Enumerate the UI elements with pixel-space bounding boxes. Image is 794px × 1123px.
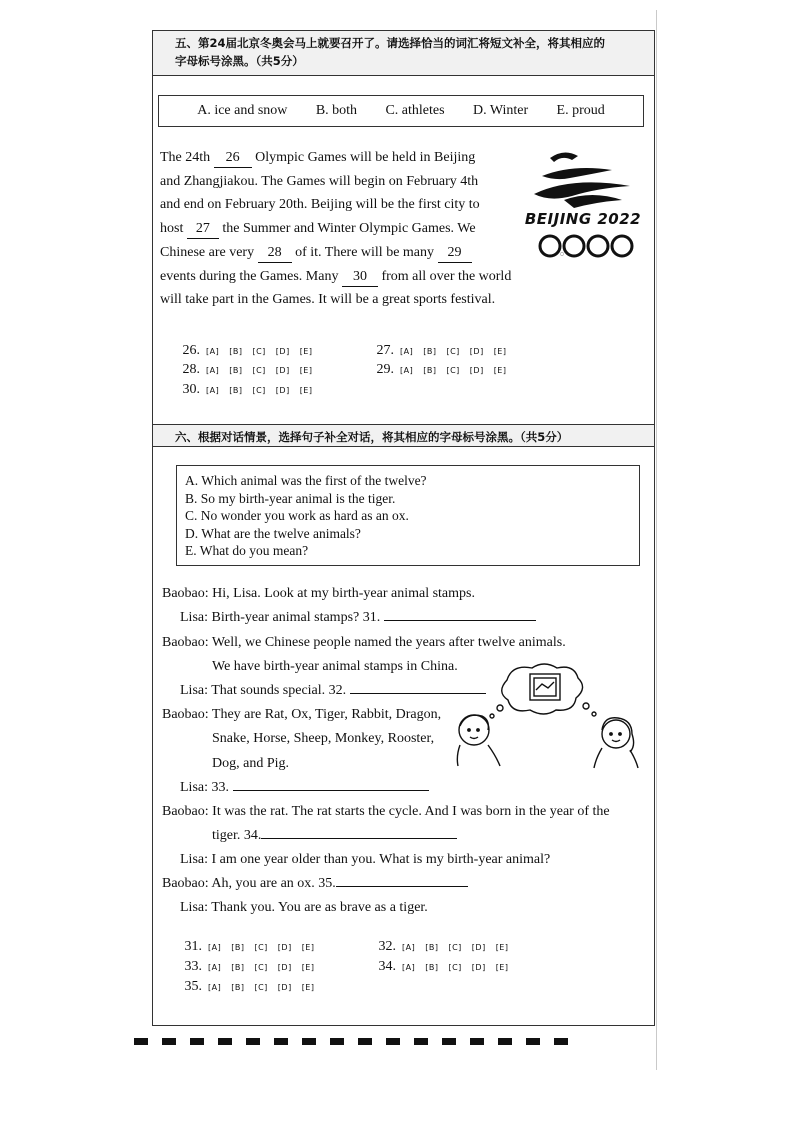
section6-header-rule-bottom <box>153 446 654 447</box>
answer-row-29 <box>370 362 516 378</box>
option-bubble[interactable]: [A] <box>400 365 414 375</box>
option-bubble[interactable]: [A] <box>206 346 220 356</box>
word-bank-option: B. both <box>315 103 358 118</box>
blank-30: 30 <box>342 268 378 287</box>
dialogue-line: Baobao: Well, we Chinese people named the years after twelve animals. <box>162 635 566 650</box>
dialogue-line <box>180 606 536 630</box>
option-bubble[interactable]: [E] <box>493 365 507 375</box>
dialogue-line: Baobao: Hi, Lisa. Look at my birth-year animal stamps. <box>162 586 475 601</box>
section5-header <box>153 31 654 75</box>
timing-mark <box>526 1038 540 1045</box>
dialogue-line <box>180 679 486 703</box>
passage-text: will take part in the Games. It will be a great sports festival. <box>160 292 496 308</box>
answer-row-27 <box>370 343 516 359</box>
passage-text: and Zhangjiakou. The Games will begin on February 4th <box>160 173 479 189</box>
option-bubble[interactable]: [B] <box>425 942 439 952</box>
option-bubble[interactable]: [A] <box>402 962 416 972</box>
dialogue-text: tiger. 34. <box>212 828 262 843</box>
dialogue-text: Baobao: Ah, you are an ox. 35. <box>162 876 336 891</box>
passage-text: Chinese are very <box>160 244 255 260</box>
option-bubble[interactable]: [E] <box>301 962 315 972</box>
word-bank-option: A. ice and snow <box>197 103 288 118</box>
answer-row-26 <box>176 343 322 359</box>
question-number: 30. <box>182 382 200 397</box>
option-bubble[interactable]: [E] <box>299 346 313 356</box>
beijing-2022-emblem <box>512 146 652 264</box>
answer-row-34 <box>372 959 518 975</box>
timing-mark <box>358 1038 372 1045</box>
question-number: 31. <box>184 939 202 954</box>
blank-26: 26 <box>214 149 252 168</box>
option-bubble[interactable]: [A] <box>208 962 222 972</box>
dialogue-line: Dog, and Pig. <box>212 756 289 771</box>
cloze-passage <box>160 146 520 312</box>
dialogue-line <box>212 824 457 848</box>
passage-text: of it. There will be many <box>295 244 435 260</box>
option-bubble[interactable]: [C] <box>448 962 462 972</box>
question-number: 33. <box>184 959 202 974</box>
sentence-option: C. No wonder you work as hard as an ox. <box>185 508 409 524</box>
option-bubble[interactable]: [D] <box>469 365 484 375</box>
blank-29: 29 <box>438 244 472 263</box>
question-number: 35. <box>184 979 202 994</box>
option-bubble[interactable]: [A] <box>206 385 220 395</box>
option-bubble[interactable]: [D] <box>277 982 292 992</box>
timing-mark <box>498 1038 512 1045</box>
option-bubble[interactable]: [A] <box>208 942 222 952</box>
option-bubble[interactable]: [C] <box>448 942 462 952</box>
question-number: 28. <box>182 362 200 377</box>
timing-mark <box>246 1038 260 1045</box>
option-bubble[interactable]: [C] <box>254 982 268 992</box>
olympic-emblem-icon <box>512 146 652 264</box>
option-bubble[interactable]: [D] <box>471 942 486 952</box>
passage-text: The 24th <box>160 150 211 165</box>
sentence-option: B. So my birth-year animal is the tiger. <box>185 490 396 506</box>
section5-header-rule <box>153 75 654 76</box>
blank-35[interactable] <box>336 872 468 887</box>
option-bubble[interactable]: [A] <box>208 982 222 992</box>
dialogue-line: Baobao: They are Rat, Ox, Tiger, Rabbit, Dragon, <box>162 707 442 722</box>
blank-27: 27 <box>187 220 219 239</box>
emblem-text: BEIJING 2022 <box>524 210 642 228</box>
option-bubble[interactable]: [D] <box>469 346 484 356</box>
option-bubble[interactable]: [C] <box>252 365 266 375</box>
answer-row-35 <box>178 979 324 995</box>
option-bubble[interactable]: [B] <box>231 982 245 992</box>
answer-row-28 <box>176 362 322 378</box>
option-bubble[interactable]: [D] <box>275 385 290 395</box>
timing-mark <box>386 1038 400 1045</box>
timing-mark <box>274 1038 288 1045</box>
dialogue-line: Snake, Horse, Sheep, Monkey, Rooster, <box>212 731 435 746</box>
option-bubble[interactable]: [C] <box>446 346 460 356</box>
passage-text: and end on February 20th. Beijing will be the first city to <box>160 197 480 213</box>
option-bubble[interactable]: [D] <box>275 346 290 356</box>
timing-mark <box>162 1038 176 1045</box>
option-bubble[interactable]: [D] <box>277 942 292 952</box>
option-bubble[interactable]: [C] <box>254 942 268 952</box>
dialogue-text: Lisa: 33. <box>180 780 229 795</box>
kids-illustration <box>452 660 642 770</box>
option-bubble[interactable]: [D] <box>275 365 290 375</box>
timing-mark <box>134 1038 148 1045</box>
question-number: 32. <box>378 939 396 954</box>
option-bubble[interactable]: [D] <box>471 962 486 972</box>
option-bubble[interactable]: [E] <box>495 962 509 972</box>
option-bubble[interactable]: [E] <box>495 942 509 952</box>
dialogue-line: We have birth-year animal stamps in China. <box>212 659 458 674</box>
dialogue-line: Baobao: It was the rat. The rat starts the cycle. And I was born in the year of the <box>162 804 610 819</box>
timing-mark <box>554 1038 568 1045</box>
option-bubble[interactable]: [D] <box>277 962 292 972</box>
sentence-options-box <box>176 465 640 566</box>
section5-header-line1: 五、第24届北京冬奥会马上就要召开了。请选择恰当的词汇将短文补全，将其相应的 <box>175 36 605 50</box>
scan-edge-line <box>656 10 657 1070</box>
passage-text: the Summer and Winter Olympic Games. We <box>222 221 476 237</box>
dialogue-line <box>162 872 468 896</box>
option-bubble[interactable]: [B] <box>231 962 245 972</box>
kids-thinking-stamp-icon <box>452 660 642 770</box>
option-bubble[interactable]: [A] <box>402 942 416 952</box>
option-bubble[interactable]: [B] <box>229 385 243 395</box>
passage-text: events during the Games. Many <box>160 268 339 284</box>
option-bubble[interactable]: [E] <box>299 385 313 395</box>
section6-header: 六、根据对话情景，选择句子补全对话，将其相应的字母标号涂黑。（共5分） <box>153 425 654 446</box>
word-bank-option: D. Winter <box>472 103 529 118</box>
question-number: 34. <box>378 959 396 974</box>
answer-row-31 <box>178 939 324 955</box>
timing-mark <box>190 1038 204 1045</box>
option-bubble[interactable]: [A] <box>400 346 414 356</box>
answer-row-33 <box>178 959 324 975</box>
option-bubble[interactable]: [E] <box>299 365 313 375</box>
option-bubble[interactable]: [B] <box>423 346 437 356</box>
dialogue-line <box>180 776 429 800</box>
passage-text: Olympic Games will be held in Beijing <box>255 150 476 165</box>
option-bubble[interactable]: [E] <box>301 982 315 992</box>
question-number: 26. <box>182 343 200 358</box>
blank-34[interactable] <box>261 824 457 839</box>
timing-mark <box>302 1038 316 1045</box>
timing-mark <box>330 1038 344 1045</box>
blank-28: 28 <box>258 244 292 263</box>
dialogue-text: Lisa: Birth-year animal stamps? 31. <box>180 610 381 625</box>
dialogue-text: Lisa: That sounds special. 32. <box>180 683 347 698</box>
passage-text: host <box>160 221 184 237</box>
answer-row-30 <box>176 382 322 398</box>
blank-33[interactable] <box>233 776 429 791</box>
timing-mark <box>470 1038 484 1045</box>
question-number: 27. <box>376 343 394 358</box>
option-bubble[interactable]: [A] <box>206 365 220 375</box>
option-bubble[interactable]: [C] <box>254 962 268 972</box>
timing-mark <box>414 1038 428 1045</box>
option-bubble[interactable]: [B] <box>231 942 245 952</box>
option-bubble[interactable]: [B] <box>423 365 437 375</box>
answer-row-32 <box>372 939 518 955</box>
sentence-option: A. Which animal was the first of the twelve? <box>185 473 427 488</box>
dialogue-line: Lisa: Thank you. You are as brave as a tiger. <box>180 900 428 915</box>
word-bank-option: C. athletes <box>385 103 445 118</box>
option-bubble[interactable]: [B] <box>229 365 243 375</box>
option-bubble[interactable]: [B] <box>425 962 439 972</box>
question-number: 29. <box>376 362 394 377</box>
option-bubble[interactable]: [E] <box>493 346 507 356</box>
sentence-option: D. What are the twelve animals? <box>185 525 361 541</box>
option-bubble[interactable]: [E] <box>301 942 315 952</box>
timing-mark <box>442 1038 456 1045</box>
word-bank-option: E. proud <box>556 103 605 118</box>
sentence-option: E. What do you mean? <box>185 543 309 559</box>
passage-text: from all over the world <box>381 268 512 284</box>
option-bubble[interactable]: [C] <box>446 365 460 375</box>
dialogue-line: Lisa: I am one year older than you. What is my birth-year animal? <box>180 852 551 867</box>
section5-header-line2: 字母标号涂黑。（共5分） <box>175 54 304 68</box>
option-bubble[interactable]: [B] <box>229 346 243 356</box>
option-bubble[interactable]: [C] <box>252 385 266 395</box>
blank-31[interactable] <box>384 606 536 621</box>
timing-mark <box>218 1038 232 1045</box>
option-bubble[interactable]: [C] <box>252 346 266 356</box>
word-bank <box>158 95 644 127</box>
